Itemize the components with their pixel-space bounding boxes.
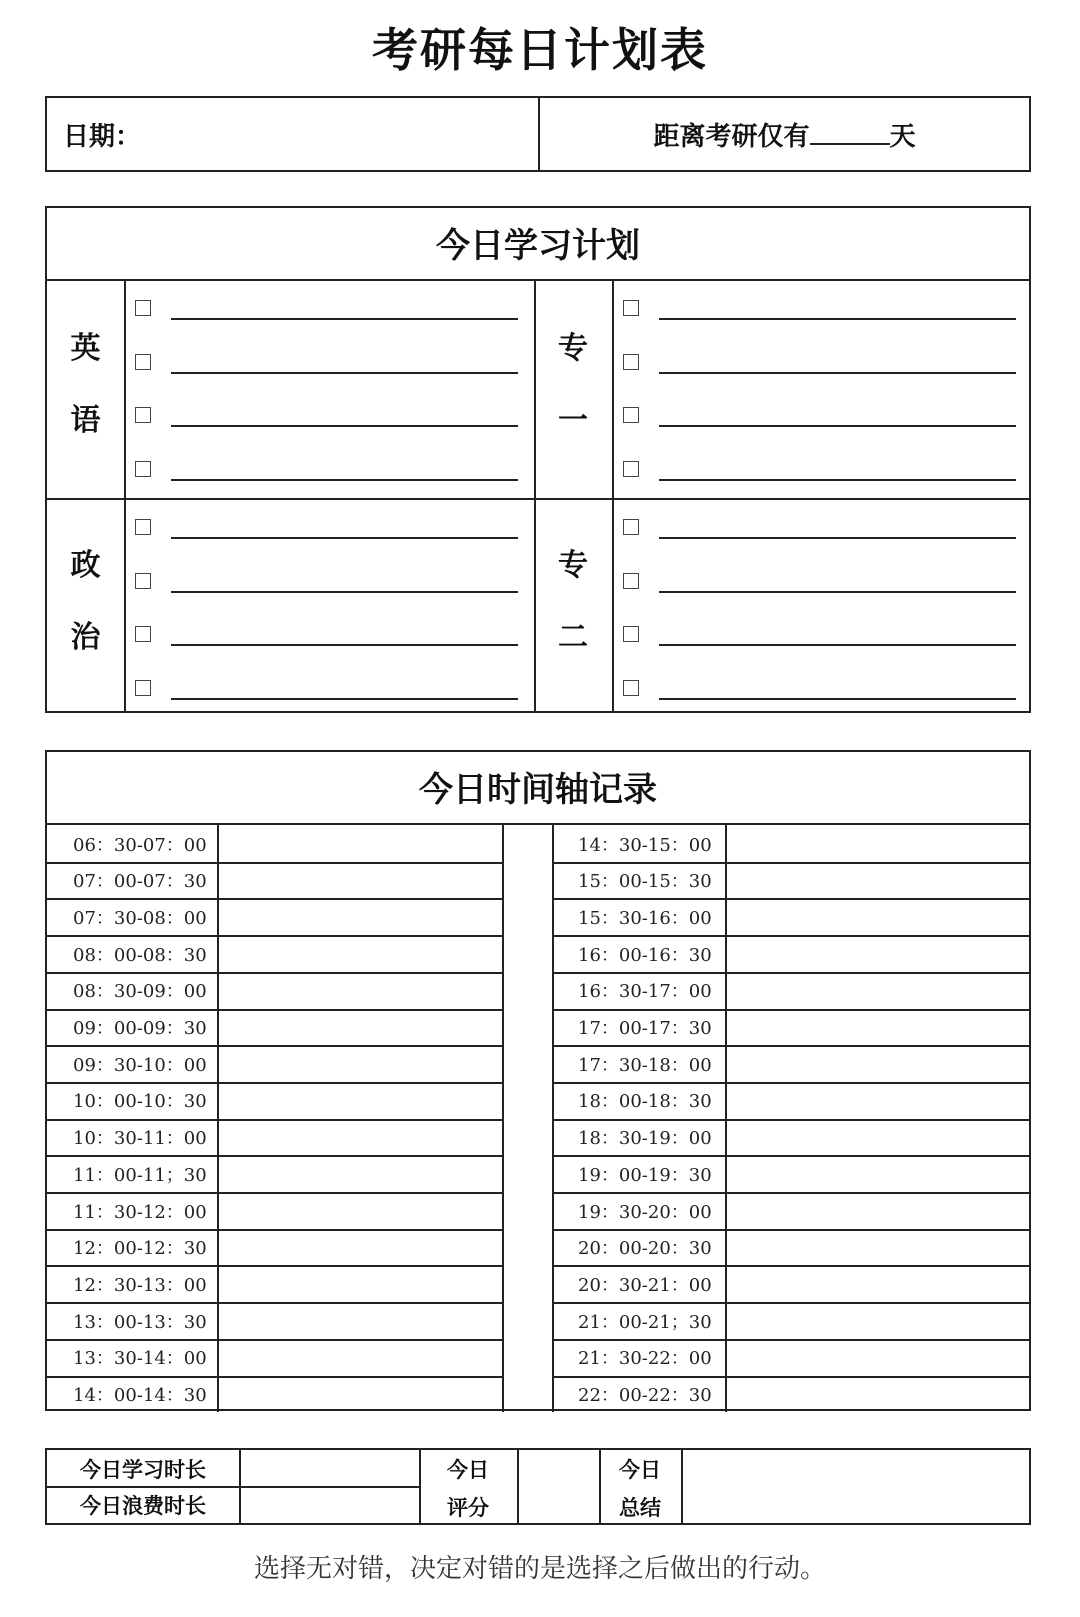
time-slot-label: 08：30-09：00 bbox=[73, 981, 207, 1003]
time-slot-label: 18：00-18：30 bbox=[578, 1091, 712, 1113]
summary-label: 今日 总结 bbox=[619, 1458, 661, 1520]
time-slot-entry[interactable] bbox=[727, 1341, 1029, 1376]
time-slot-label: 13：30-14：00 bbox=[73, 1348, 207, 1370]
time-slot-label: 16：30-17：00 bbox=[578, 981, 712, 1003]
time-slot-label: 21：00-21；30 bbox=[578, 1311, 712, 1333]
subject-politics: 政 治 bbox=[70, 548, 101, 655]
checkbox[interactable] bbox=[135, 680, 151, 696]
time-slot-entry[interactable] bbox=[219, 1121, 502, 1156]
page-title: 考研每日计划表 bbox=[372, 23, 708, 77]
checkbox[interactable] bbox=[135, 519, 151, 535]
time-slot-entry[interactable] bbox=[219, 1157, 502, 1192]
todo-input-line[interactable] bbox=[171, 479, 518, 481]
summary-section bbox=[45, 1448, 1031, 1525]
divider bbox=[124, 279, 126, 711]
time-slot-entry[interactable] bbox=[219, 1304, 502, 1339]
date-label: 日期： bbox=[63, 122, 142, 152]
countdown-prefix: 距离考研仅有 bbox=[653, 122, 810, 152]
time-slot-label: 17：00-17：30 bbox=[578, 1018, 712, 1039]
study-plan-title: 今日学习计划 bbox=[436, 226, 640, 266]
time-slot-entry[interactable] bbox=[219, 1378, 502, 1413]
time-slot-entry[interactable] bbox=[727, 864, 1029, 899]
todo-input-line[interactable] bbox=[171, 372, 518, 374]
countdown-blank[interactable] bbox=[810, 121, 890, 145]
divider bbox=[612, 279, 614, 711]
time-slot-entry[interactable] bbox=[219, 937, 502, 972]
time-slot-entry[interactable] bbox=[727, 1231, 1029, 1266]
time-slot-label: 07：00-07：30 bbox=[73, 871, 207, 893]
time-slot-label: 21：30-22：00 bbox=[578, 1348, 712, 1370]
time-slot-entry[interactable] bbox=[727, 827, 1029, 862]
checkbox[interactable] bbox=[623, 519, 639, 535]
waste-time-input[interactable] bbox=[241, 1488, 419, 1523]
time-slot-entry[interactable] bbox=[219, 1084, 502, 1119]
time-slot-entry[interactable] bbox=[727, 1267, 1029, 1302]
todo-item-major-two bbox=[623, 607, 1016, 661]
todo-input-line[interactable] bbox=[171, 537, 518, 539]
checkbox[interactable] bbox=[623, 626, 639, 642]
todo-item-major-two bbox=[623, 500, 1016, 554]
todo-item-english bbox=[135, 442, 518, 496]
time-slot-label: 22：00-22：30 bbox=[578, 1385, 712, 1406]
time-slot-entry[interactable] bbox=[727, 1084, 1029, 1119]
time-slot-entry[interactable] bbox=[219, 1011, 502, 1046]
subject-major-one: 专 一 bbox=[558, 331, 588, 438]
checkbox[interactable] bbox=[623, 461, 639, 477]
time-slot-label: 10：30-11：00 bbox=[73, 1128, 207, 1150]
todo-item-major-two bbox=[623, 661, 1016, 715]
study-time-label: 今日学习时长 bbox=[80, 1458, 206, 1482]
todo-input-line[interactable] bbox=[659, 591, 1016, 593]
timeline-title: 今日时间轴记录 bbox=[419, 770, 657, 810]
time-slot-label: 11：00-11；30 bbox=[73, 1164, 207, 1186]
todo-item-politics bbox=[135, 607, 518, 661]
time-slot-label: 17：30-18：00 bbox=[578, 1054, 712, 1076]
time-slot-entry[interactable] bbox=[219, 1047, 502, 1082]
time-slot-label: 18：30-19：00 bbox=[578, 1128, 712, 1150]
time-slot-label: 14：00-14：30 bbox=[73, 1385, 207, 1406]
study-time-input[interactable] bbox=[241, 1450, 419, 1486]
todo-input-line[interactable] bbox=[659, 318, 1016, 320]
todo-input-line[interactable] bbox=[659, 479, 1016, 481]
time-slot-entry[interactable] bbox=[727, 900, 1029, 935]
time-slot-entry[interactable] bbox=[727, 1378, 1029, 1413]
checkbox[interactable] bbox=[135, 354, 151, 370]
todo-item-major-one bbox=[623, 281, 1016, 335]
study-plan-section bbox=[45, 206, 1031, 713]
time-slot-entry[interactable] bbox=[219, 1341, 502, 1376]
todo-input-line[interactable] bbox=[171, 698, 518, 700]
todo-input-line[interactable] bbox=[171, 644, 518, 646]
time-slot-label: 14：30-15：00 bbox=[578, 834, 712, 856]
todo-input-line[interactable] bbox=[659, 698, 1016, 700]
time-slot-label: 16：00-16：30 bbox=[578, 944, 712, 966]
time-slot-label: 19：30-20：00 bbox=[578, 1201, 712, 1223]
todo-item-english bbox=[135, 335, 518, 389]
time-slot-entry[interactable] bbox=[727, 1304, 1029, 1339]
todo-item-major-one bbox=[623, 335, 1016, 389]
checkbox[interactable] bbox=[135, 407, 151, 423]
motto-quote: 选择无对错，决定对错的是选择之后做出的行动。 bbox=[253, 1554, 826, 1584]
checkbox[interactable] bbox=[135, 300, 151, 316]
checkbox[interactable] bbox=[623, 300, 639, 316]
todo-input-line[interactable] bbox=[659, 372, 1016, 374]
checkbox[interactable] bbox=[135, 626, 151, 642]
time-slot-label: 09：00-09：30 bbox=[73, 1018, 207, 1039]
time-slot-label: 20：30-21：00 bbox=[578, 1274, 712, 1296]
todo-item-politics bbox=[135, 500, 518, 554]
time-slot-entry[interactable] bbox=[727, 974, 1029, 1009]
todo-item-major-one bbox=[623, 388, 1016, 442]
score-input[interactable] bbox=[519, 1450, 599, 1523]
todo-input-line[interactable] bbox=[659, 644, 1016, 646]
time-slot-entry[interactable] bbox=[219, 1267, 502, 1302]
checkbox[interactable] bbox=[135, 461, 151, 477]
time-slot-label: 11：30-12：00 bbox=[73, 1201, 207, 1223]
time-slot-label: 13：00-13：30 bbox=[73, 1311, 207, 1333]
time-slot-label: 12：00-12：30 bbox=[73, 1238, 207, 1260]
time-slot-label: 07：30-08：00 bbox=[73, 907, 207, 929]
subject-major-two: 专 二 bbox=[558, 548, 588, 655]
time-slot-label: 10：00-10：30 bbox=[73, 1091, 207, 1113]
checkbox[interactable] bbox=[623, 680, 639, 696]
todo-item-politics bbox=[135, 554, 518, 608]
checkbox[interactable] bbox=[135, 573, 151, 589]
time-slot-entry[interactable] bbox=[219, 1231, 502, 1266]
date-field[interactable] bbox=[45, 96, 540, 172]
todo-input-line[interactable] bbox=[659, 537, 1016, 539]
todo-input-line[interactable] bbox=[659, 425, 1016, 427]
time-slot-label: 12：30-13：00 bbox=[73, 1274, 207, 1296]
time-slot-entry[interactable] bbox=[219, 900, 502, 935]
time-slot-entry[interactable] bbox=[727, 1047, 1029, 1082]
time-slot-entry[interactable] bbox=[219, 864, 502, 899]
checkbox[interactable] bbox=[623, 354, 639, 370]
waste-time-label: 今日浪费时长 bbox=[80, 1494, 206, 1518]
todo-input-line[interactable] bbox=[171, 318, 518, 320]
time-slot-entry[interactable] bbox=[727, 1157, 1029, 1192]
countdown-suffix: 天 bbox=[889, 122, 916, 152]
time-slot-label: 15：30-16：00 bbox=[578, 907, 712, 929]
todo-item-english bbox=[135, 281, 518, 335]
todo-item-english bbox=[135, 388, 518, 442]
time-slot-label: 19：00-19：30 bbox=[578, 1164, 712, 1186]
time-slot-entry[interactable] bbox=[219, 827, 502, 862]
time-slot-label: 06：30-07：00 bbox=[73, 834, 207, 856]
todo-input-line[interactable] bbox=[171, 591, 518, 593]
time-slot-label: 08：00-08：30 bbox=[73, 944, 207, 966]
time-slot-entry[interactable] bbox=[727, 1121, 1029, 1156]
score-label: 今日 评分 bbox=[447, 1458, 489, 1520]
checkbox[interactable] bbox=[623, 407, 639, 423]
time-slot-entry[interactable] bbox=[727, 937, 1029, 972]
time-slot-label: 09：30-10：00 bbox=[73, 1054, 207, 1076]
subject-english: 英 语 bbox=[70, 331, 101, 438]
time-slot-entry[interactable] bbox=[219, 1194, 502, 1229]
todo-item-politics bbox=[135, 661, 518, 715]
time-slot-label: 15：00-15：30 bbox=[578, 871, 712, 893]
checkbox[interactable] bbox=[623, 573, 639, 589]
summary-input[interactable] bbox=[683, 1450, 1029, 1523]
todo-input-line[interactable] bbox=[171, 425, 518, 427]
countdown-field[interactable] bbox=[538, 96, 1031, 172]
timeline-section bbox=[45, 750, 1031, 1411]
time-slot-entry[interactable] bbox=[727, 1194, 1029, 1229]
todo-item-major-one bbox=[623, 442, 1016, 496]
time-slot-label: 20：00-20：30 bbox=[578, 1238, 712, 1260]
todo-item-major-two bbox=[623, 554, 1016, 608]
time-slot-entry[interactable] bbox=[727, 1011, 1029, 1046]
time-slot-entry[interactable] bbox=[219, 974, 502, 1009]
